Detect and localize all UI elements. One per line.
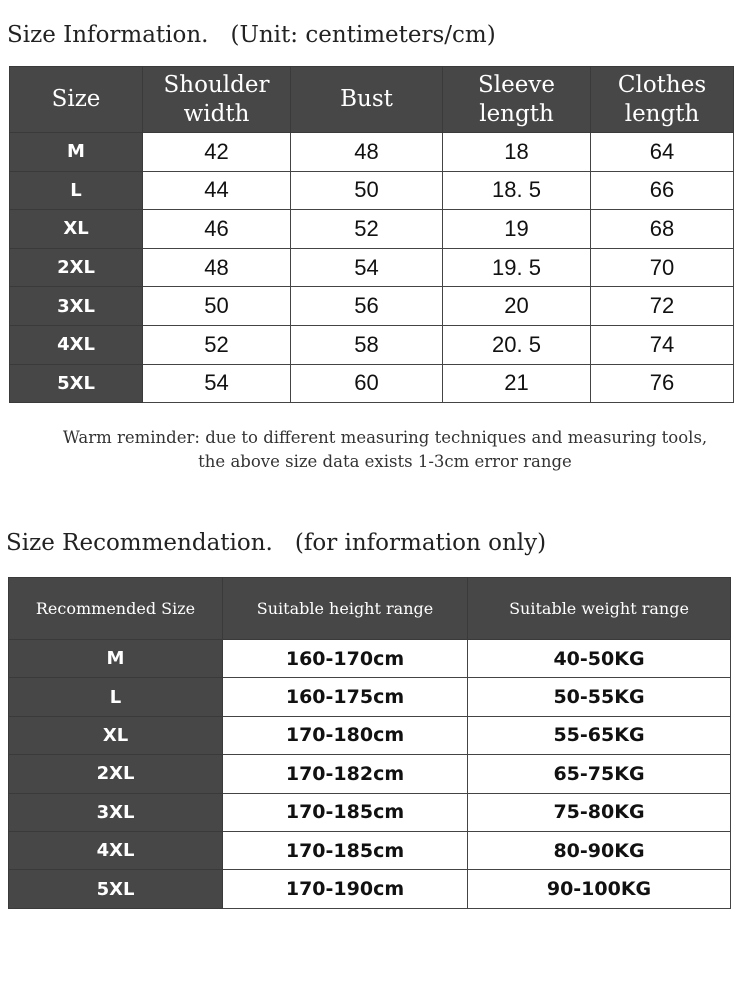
size-information-table [9,66,734,403]
size-table-header-cell: Sleeve length [443,67,591,133]
size-table-header-cell: Clothes length [591,67,734,133]
rec-table-value-cell: 90-100KG [468,870,731,908]
size-table-row [10,248,734,287]
size-table-header-cell: Shoulder width [143,67,291,133]
size-table-value-cell: 20. 5 [443,325,591,364]
rec-table-header-cell: Recommended Size [9,578,223,640]
size-table-value-cell: 66 [591,171,734,210]
size-table-value-cell: 48 [291,133,443,172]
size-table-value-cell: 56 [291,287,443,326]
size-table-value-cell: 64 [591,133,734,172]
size-table-value-cell: 50 [291,171,443,210]
warm-reminder [0,426,750,474]
size-info-title-text: Size Information. [7,22,209,48]
size-table-value-cell: 19. 5 [443,248,591,287]
rec-table-row [9,716,731,754]
size-table-size-cell: 3XL [10,287,143,326]
reminder-line-2: the above size data exists 1-3cm error range [198,452,572,471]
rec-table-value-cell: 170-180cm [223,716,468,754]
rec-table-value-cell: 55-65KG [468,716,731,754]
size-table-value-cell: 44 [143,171,291,210]
rec-table-value-cell: 160-170cm [223,640,468,678]
rec-table-size-cell: XL [9,716,223,754]
size-info-title [7,22,496,48]
size-table-header-cell: Size [10,67,143,133]
size-table-value-cell: 20 [443,287,591,326]
size-table-row [10,210,734,249]
size-table-value-cell: 54 [143,364,291,403]
rec-table-value-cell: 170-182cm [223,755,468,793]
size-info-unit: (Unit: centimeters/cm) [230,22,496,48]
rec-table-size-cell: 5XL [9,870,223,908]
size-table-row [10,364,734,403]
size-table-size-cell: 2XL [10,248,143,287]
size-table-value-cell: 46 [143,210,291,249]
rec-table-size-cell: M [9,640,223,678]
reminder-line-1: Warm reminder: due to different measuring techniques and measuring tools, [62,428,708,447]
rec-table-row [9,755,731,793]
rec-table-row [9,678,731,716]
size-table-value-cell: 19 [443,210,591,249]
size-table-value-cell: 68 [591,210,734,249]
size-table-row [10,133,734,172]
size-table-row [10,325,734,364]
rec-table-value-cell: 65-75KG [468,755,731,793]
size-table-value-cell: 70 [591,248,734,287]
rec-table-header-cell: Suitable weight range [468,578,731,640]
size-table-value-cell: 52 [143,325,291,364]
rec-table-value-cell: 160-175cm [223,678,468,716]
size-table-size-cell: 4XL [10,325,143,364]
size-table-header-row [10,67,734,133]
size-table-value-cell: 76 [591,364,734,403]
rec-table-value-cell: 170-185cm [223,831,468,869]
size-recommendation-table [8,577,731,909]
size-table-row [10,287,734,326]
rec-table-body [9,640,731,909]
recommendation-note: (for information only) [294,530,547,556]
rec-table-size-cell: 4XL [9,831,223,869]
size-table-value-cell: 18 [443,133,591,172]
size-table-value-cell: 58 [291,325,443,364]
size-table-size-cell: M [10,133,143,172]
rec-table-header-row [9,578,731,640]
rec-table-value-cell: 170-190cm [223,870,468,908]
rec-table-row [9,793,731,831]
rec-table-row [9,870,731,908]
size-table-value-cell: 52 [291,210,443,249]
size-table-value-cell: 60 [291,364,443,403]
size-table-value-cell: 50 [143,287,291,326]
size-table-value-cell: 42 [143,133,291,172]
rec-table-value-cell: 80-90KG [468,831,731,869]
size-table-body [10,133,734,403]
rec-table-size-cell: L [9,678,223,716]
rec-table-row [9,640,731,678]
size-table-header-cell: Bust [291,67,443,133]
size-table-size-cell: 5XL [10,364,143,403]
rec-table-size-cell: 3XL [9,793,223,831]
size-table-size-cell: XL [10,210,143,249]
size-table-row [10,171,734,210]
rec-table-row [9,831,731,869]
rec-table-value-cell: 75-80KG [468,793,731,831]
rec-table-value-cell: 40-50KG [468,640,731,678]
size-table-value-cell: 18. 5 [443,171,591,210]
rec-table-value-cell: 170-185cm [223,793,468,831]
size-table-value-cell: 72 [591,287,734,326]
recommendation-title-text: Size Recommendation. [6,530,273,556]
rec-table-value-cell: 50-55KG [468,678,731,716]
size-table-size-cell: L [10,171,143,210]
size-table-value-cell: 54 [291,248,443,287]
rec-table-header-cell: Suitable height range [223,578,468,640]
rec-table-size-cell: 2XL [9,755,223,793]
size-table-value-cell: 48 [143,248,291,287]
size-table-value-cell: 21 [443,364,591,403]
size-table-value-cell: 74 [591,325,734,364]
recommendation-title [6,530,546,556]
